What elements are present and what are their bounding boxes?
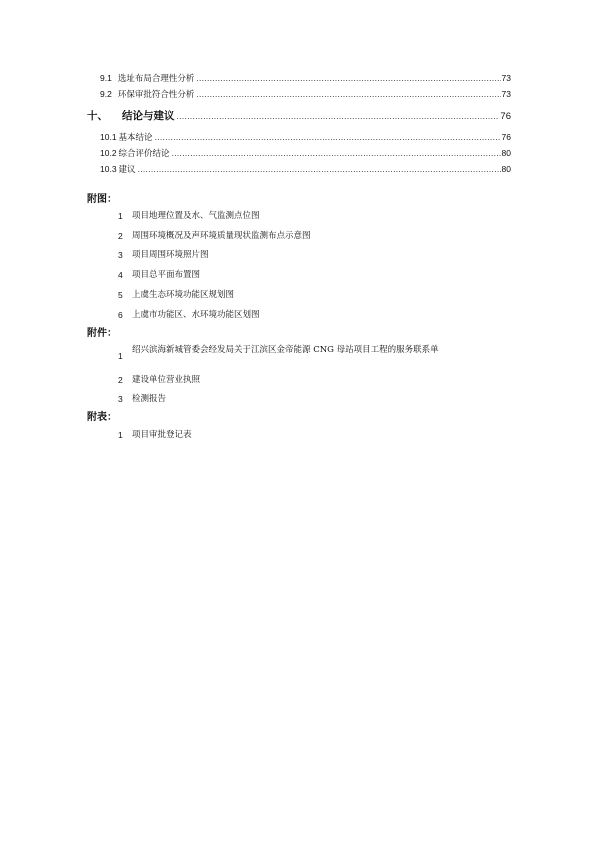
attachments-heading: 附件： <box>87 328 117 339</box>
toc-dot-leader <box>177 110 500 123</box>
toc-entry-page: 73 <box>501 73 511 83</box>
attachment-item-number: 1 <box>118 351 123 361</box>
figure-item-text: 项目地理位置及水、气监测点位图 <box>132 211 260 221</box>
toc-entry-page: 76 <box>501 132 511 142</box>
toc-entry-10-1[interactable] <box>100 132 511 144</box>
toc-entry-title: 建议 <box>118 165 136 175</box>
toc-entry-title: 选址布局合理性分析 <box>117 74 195 84</box>
toc-dot-leader <box>138 164 501 175</box>
attachment-item <box>118 345 506 362</box>
toc-entry-9-1[interactable] <box>100 73 511 85</box>
tables-heading: 附表： <box>87 412 117 423</box>
attachment-item-text: 建设单位营业执照 <box>132 375 201 385</box>
table-item-number: 1 <box>118 430 123 440</box>
attachment-item-text: 绍兴滨海新城管委会经发局关于江滨区金帝能源 CNG 母站项目工程的服务联系单 <box>132 345 439 355</box>
figure-item <box>118 211 506 222</box>
figure-item-number: 6 <box>118 310 123 320</box>
figure-item-number: 1 <box>118 211 123 221</box>
toc-entry-title: 基本结论 <box>118 133 153 143</box>
attachment-item-number: 3 <box>118 394 123 404</box>
toc-entry-number: 10.1 <box>100 132 117 142</box>
figure-item <box>118 310 506 321</box>
toc-entry-number: 9.2 <box>100 89 112 99</box>
toc-entry-page: 80 <box>501 164 511 174</box>
toc-dot-leader <box>196 89 500 100</box>
toc-dot-leader <box>155 132 501 143</box>
figure-item <box>118 290 506 301</box>
figure-item-text: 上虞生态环境功能区规划图 <box>132 290 235 300</box>
figure-item <box>118 250 506 261</box>
toc-entry-10-3[interactable] <box>100 164 511 176</box>
toc-entry-number: 10.2 <box>100 148 117 158</box>
figures-heading: 附图： <box>87 194 117 205</box>
toc-entry-number: 10.3 <box>100 164 117 174</box>
toc-dot-leader <box>196 73 500 84</box>
toc-entry-10-2[interactable] <box>100 148 511 160</box>
toc-entry-page: 73 <box>501 89 511 99</box>
toc-entry-page: 80 <box>501 148 511 158</box>
table-item-text: 项目审批登记表 <box>132 430 192 440</box>
figure-item-number: 2 <box>118 231 123 241</box>
attachment-item <box>118 394 506 405</box>
figure-item-number: 5 <box>118 290 123 300</box>
figure-item-text: 项目总平面布置图 <box>132 270 201 280</box>
toc-entry-9-2[interactable] <box>100 89 511 101</box>
figure-item-text: 周围环境概况及声环境质量现状监测布点示意图 <box>132 231 311 241</box>
figure-item-text: 项目周围环境照片图 <box>132 250 209 260</box>
attachment-item-number: 2 <box>118 375 123 385</box>
toc-entry-chapter-10[interactable] <box>87 110 511 123</box>
table-item <box>118 430 506 441</box>
figure-item <box>118 270 506 281</box>
toc-entry-number: 十、 <box>87 110 108 122</box>
figure-item-text: 上虞市功能区、水环境功能区划图 <box>132 310 260 320</box>
attachment-item-text: 检测报告 <box>132 394 167 404</box>
toc-entry-title: 综合评价结论 <box>118 149 170 159</box>
toc-dot-leader <box>172 148 501 159</box>
toc-entry-number: 9.1 <box>100 73 112 83</box>
toc-entry-title: 结论与建议 <box>122 110 175 122</box>
attachment-item <box>118 375 506 386</box>
figure-item-number: 3 <box>118 250 123 260</box>
figure-item-number: 4 <box>118 270 123 280</box>
toc-entry-page: 76 <box>500 111 511 122</box>
figure-item <box>118 231 506 242</box>
toc-entry-title: 环保审批符合性分析 <box>117 90 195 100</box>
